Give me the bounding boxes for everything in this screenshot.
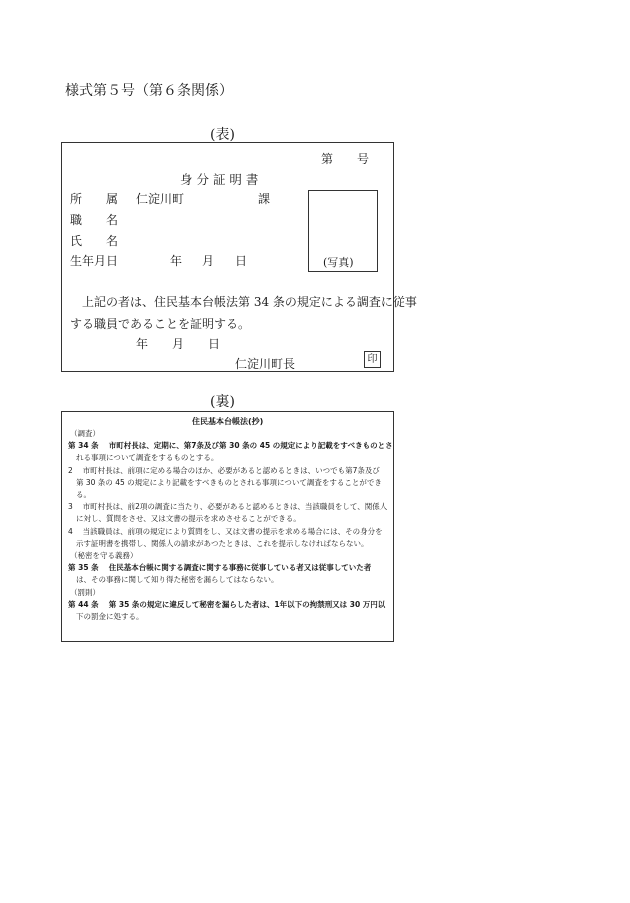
name-label: 氏 名 [70, 234, 119, 248]
law-line: （調査） [70, 429, 100, 438]
law-line: に対し、質問をさせ、又は文書の提示を求めさせることができる。 [76, 514, 301, 524]
law-title: 住民基本台帳法(抄) [192, 417, 264, 426]
law-line: は、その事務に関して知り得た秘密を漏らしてはならない。 [76, 575, 279, 585]
section-label: 課 [258, 192, 271, 206]
law-line: る。 [76, 490, 91, 499]
front-side-label: (表) [210, 127, 235, 143]
form-title: 様式第５号（第６条関係） [65, 83, 233, 99]
law-line: （秘密を守る義務） [70, 551, 138, 560]
seal-box: 印 [364, 351, 381, 368]
photo-label: (写真) [323, 256, 354, 269]
card-heading: 身 分 証 明 書 [180, 172, 259, 187]
id-card-front [61, 142, 417, 372]
birth-day-label: 日 [235, 254, 248, 268]
law-line: 第 35 条 住民基本台帳に関する調査に関する事務に従事している者又は従事していた者 [68, 563, 372, 573]
issue-date: 年 月 日 [136, 337, 221, 351]
id-card-back [61, 411, 394, 642]
law-line: 第 44 条 第 35 条の規定に違反して秘密を漏らした者は、1年以下の拘禁刑又は 30 万円以 [68, 599, 386, 609]
law-line: 第 30 条の 45 の規定により記載をすべきものとされる事項について調査をすることができ [76, 477, 382, 487]
birth-month-label: 月 [202, 254, 215, 268]
law-line: 下の罰金に処する。 [76, 612, 144, 621]
number-label: 第 号 [321, 152, 370, 166]
affiliation-value: 仁淀川町 [136, 192, 185, 206]
law-line: 第 34 条 市町村長は、定期に、第7条及び第 30 条の 45 の規定により記載をすべきものとさ [68, 441, 393, 451]
back-side-label: (裏) [210, 394, 235, 410]
law-line: （罰則） [70, 587, 100, 597]
photo-box [308, 190, 378, 272]
body-line-2: する職員であることを証明する。 [70, 317, 251, 331]
law-line: 3 市町村長は、前2項の調査に当たり、必要があると認めるときは、当該職員をして、関係人 [68, 502, 388, 512]
law-line: 示す証明書を携帯し、関係人の請求があつたときは、これを提示しなければならない。 [76, 538, 369, 548]
law-line: 4 当該職員は、前項の規定により質問をし、又は文書の提示を求める場合には、その身分を [68, 526, 383, 536]
birthdate-label: 生年月日 [70, 254, 119, 268]
body-line-1: 上記の者は、住民基本台帳法第 34 条の規定による調査に従事 [82, 295, 417, 309]
birth-year-label: 年 [170, 254, 183, 268]
law-line: 2 市町村長は、前項に定める場合のほか、必要があると認めるときは、いつでも第7条及び [68, 465, 380, 475]
affiliation-label: 所 属 [70, 192, 119, 206]
law-line: れる事項について調査をするものとする。 [76, 453, 219, 463]
position-label: 職 名 [70, 213, 119, 227]
issuer-name: 仁淀川町長 [235, 357, 296, 371]
